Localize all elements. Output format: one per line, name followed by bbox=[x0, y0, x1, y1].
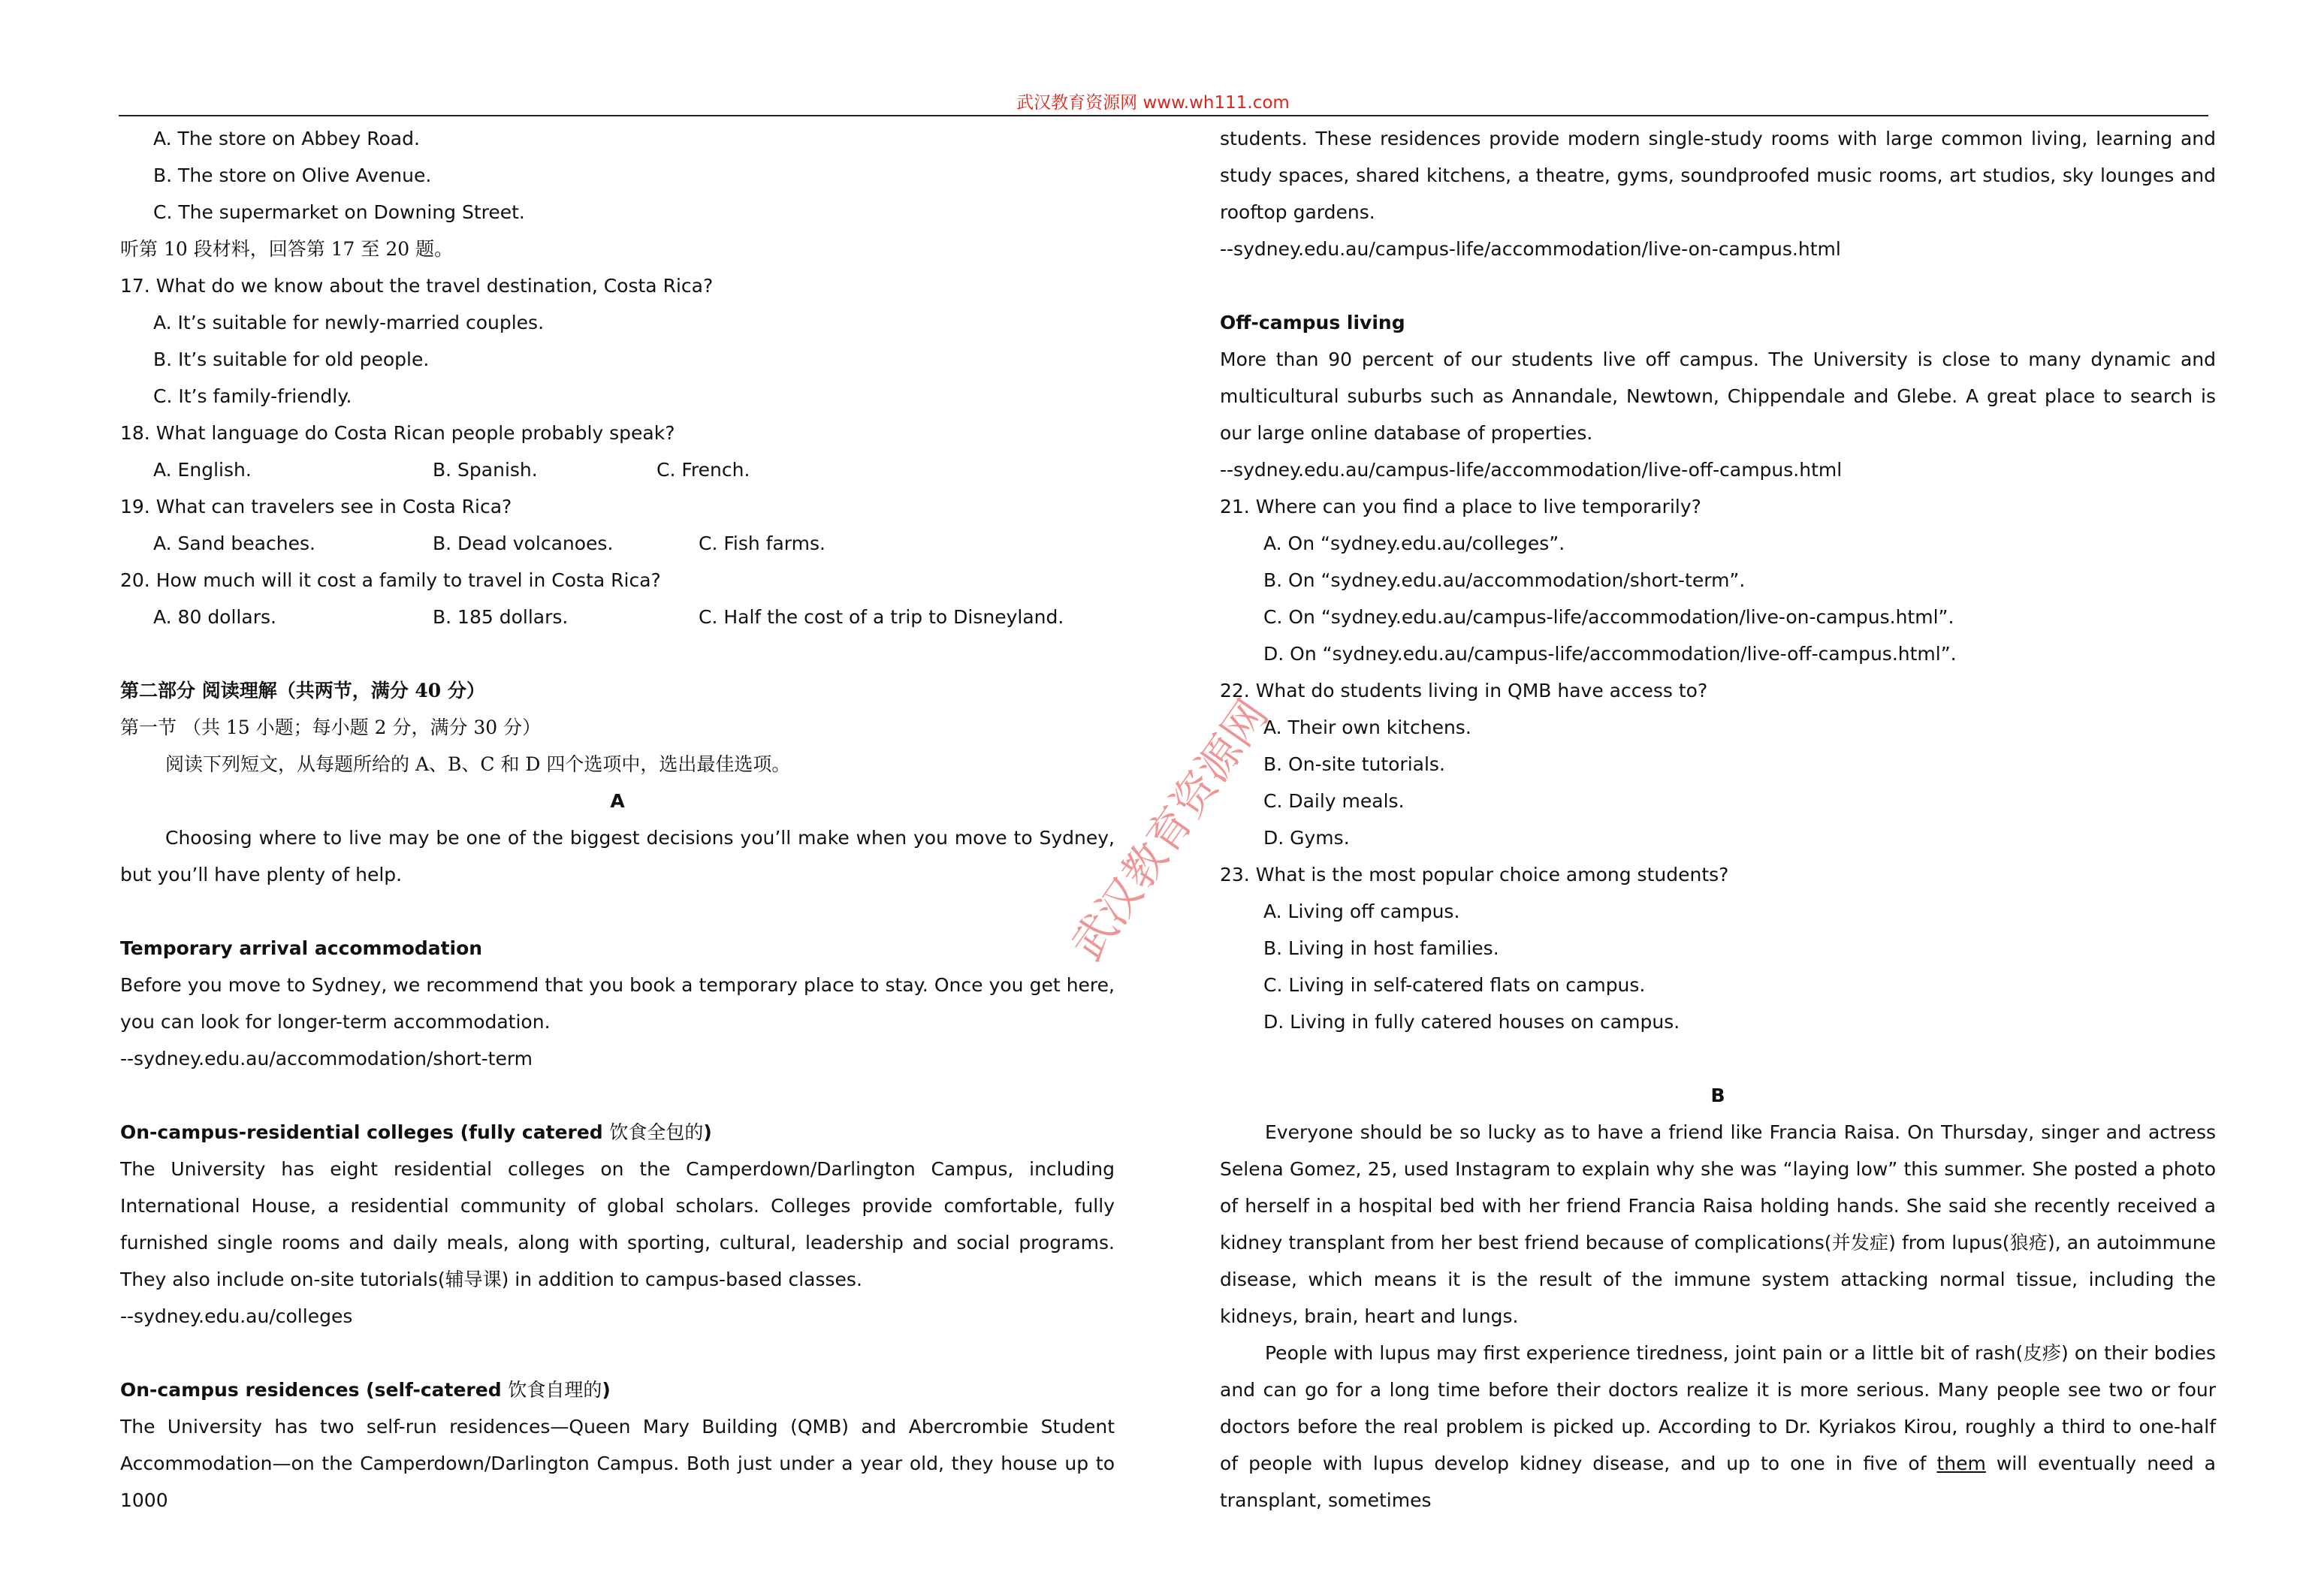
right-column bbox=[1220, 120, 2216, 1519]
section-intro-10: 听第 10 段材料，回答第 17 至 20 题。 bbox=[120, 238, 454, 260]
residences-body: The University has two self-run residences—Queen Mary Building (QMB) and Abercrombie Student Accommodation—on the Camperdown/Darlington Campus. Both just under a year old, they house up to 1000 bbox=[120, 1416, 1115, 1511]
residences-heading bbox=[120, 1371, 1115, 1408]
q21-option-c: C. On “sydney.edu.au/campus-life/accommodation/live-on-campus.html”. bbox=[1263, 606, 1954, 628]
colleges-heading bbox=[120, 1114, 1115, 1151]
q20-option-b: B. 185 dollars. bbox=[433, 606, 569, 628]
left-column bbox=[120, 120, 1115, 1519]
colleges-heading-text: On-campus-residential colleges (fully catered bbox=[120, 1121, 610, 1143]
q23-option-b: B. Living in host families. bbox=[1263, 937, 1499, 959]
site-header: 武汉教育资源网 www.wh111.com bbox=[1016, 93, 1290, 113]
header-rule bbox=[119, 115, 2208, 116]
off-campus-body: More than 90 percent of our students live off campus. The University is close to many dynamic and multicultural suburbs such as Annandale, Newtown, Chippendale and Glebe. A great place to search is our large online database of properties. bbox=[1220, 348, 2216, 444]
q21-option-d: D. On “sydney.edu.au/campus-life/accommodation/live-off-campus.html”. bbox=[1263, 643, 1957, 665]
residences-heading-end: ) bbox=[602, 1379, 611, 1401]
colleges-heading-end: ) bbox=[703, 1121, 712, 1143]
q23-option-c: C. Living in self-catered flats on campus. bbox=[1263, 974, 1646, 996]
q20-option-a: A. 80 dollars. bbox=[153, 606, 276, 628]
q18-options bbox=[120, 451, 1115, 488]
q23-option-a: A. Living off campus. bbox=[1263, 901, 1460, 922]
section1-heading: 第一节 （共 15 小题；每小题 2 分，满分 30 分） bbox=[120, 717, 542, 738]
underlined-word-them: them bbox=[1936, 1453, 1986, 1474]
off-campus-heading: Off-campus living bbox=[1220, 312, 1405, 333]
passage-b-title: B bbox=[1710, 1085, 1725, 1106]
off-campus-link: --sydney.edu.au/campus-life/accommodation/live-off-campus.html bbox=[1220, 459, 1843, 481]
q16-option-c: C. The supermarket on Downing Street. bbox=[153, 201, 525, 223]
residences-heading-text: On-campus residences (self-catered bbox=[120, 1379, 509, 1401]
q18-stem: 18. What language do Costa Rican people probably speak? bbox=[120, 422, 675, 444]
q17-option-b: B. It’s suitable for old people. bbox=[153, 348, 430, 370]
passage-a-title: A bbox=[610, 790, 625, 812]
q19-stem: 19. What can travelers see in Costa Rica? bbox=[120, 496, 512, 517]
q22-option-c: C. Daily meals. bbox=[1263, 790, 1405, 812]
reading-instruction: 阅读下列短文，从每题所给的 A、B、C 和 D 四个选项中，选出最佳选项。 bbox=[165, 753, 791, 775]
passage-a-intro: Choosing where to live may be one of the biggest decisions you’ll make when you move to Sydney, but you’ll have plenty of help. bbox=[120, 827, 1115, 885]
q19-option-a: A. Sand beaches. bbox=[153, 533, 315, 554]
residences-heading-cn: 饮食自理的 bbox=[508, 1379, 602, 1401]
q17-option-a: A. It’s suitable for newly-married couples. bbox=[153, 312, 545, 333]
residences-body-cont: students. These residences provide modern single-study rooms with large common living, learning and study spaces, shared kitchens, a theatre, gyms, soundproofed music rooms, art studios, sky lounges and rooftop gardens. bbox=[1220, 128, 2216, 223]
temporary-heading: Temporary arrival accommodation bbox=[120, 937, 483, 959]
passage-b-para2 bbox=[1220, 1335, 2216, 1519]
colleges-body: The University has eight residential colleges on the Camperdown/Darlington Campus, including International House, a residential community of global scholars. Colleges provide comfortable, fully furnished single rooms and daily meals, along with sporting, cultural, leadership and social programs. They also include on-site tutorials(辅导课) in addition to campus-based classes. bbox=[120, 1158, 1115, 1290]
q22-option-b: B. On-site tutorials. bbox=[1263, 753, 1445, 775]
q23-option-d: D. Living in fully catered houses on campus. bbox=[1263, 1011, 1680, 1033]
watermark-text: 武汉教育资源网 bbox=[1061, 690, 1278, 970]
q18-option-b: B. Spanish. bbox=[433, 459, 538, 481]
q23-stem: 23. What is the most popular choice among students? bbox=[1220, 864, 1729, 885]
q20-options bbox=[120, 599, 1115, 635]
q20-option-c: C. Half the cost of a trip to Disneyland. bbox=[699, 606, 1064, 628]
q21-option-a: A. On “sydney.edu.au/colleges”. bbox=[1263, 533, 1565, 554]
q21-option-b: B. On “sydney.edu.au/accommodation/short-term”. bbox=[1263, 569, 1746, 591]
passage-b-para2-start: People with lupus may first experience tiredness, joint pain or a little bit of rash(皮疹) on their bodies and can go for a long time before their doctors realize it is more serious. Many people see two or four doctors before the real problem is picked up. According to Dr. Kyriakos Kirou, roughly a third to one-half of people with lupus develop kidney disease, and up to one in five of bbox=[1220, 1342, 2216, 1474]
q18-option-a: A. English. bbox=[153, 459, 252, 481]
passage-b-para1: Everyone should be so lucky as to have a friend like Francia Raisa. On Thursday, singer and actress Selena Gomez, 25, used Instagram to explain why she was “laying low” this summer. She posted a photo of herself in a hospital bed with her friend Francia Raisa holding hands. She said she recently received a kidney transplant from her best friend because of complications(并发症) from lupus(狼疮), an autoimmune disease, which means it is the result of the immune system attacking normal tissue, including the kidneys, brain, heart and lungs. bbox=[1220, 1121, 2216, 1327]
q16-option-b: B. The store on Olive Avenue. bbox=[153, 164, 432, 186]
part2-heading: 第二部分 阅读理解（共两节，满分 40 分） bbox=[120, 680, 485, 701]
q19-options bbox=[120, 525, 1115, 562]
colleges-link: --sydney.edu.au/colleges bbox=[120, 1305, 353, 1327]
temporary-body: Before you move to Sydney, we recommend that you book a temporary place to stay. Once you get here, you can look for longer-term accommodation. bbox=[120, 974, 1115, 1033]
q17-stem: 17. What do we know about the travel destination, Costa Rica? bbox=[120, 275, 714, 297]
q16-option-a: A. The store on Abbey Road. bbox=[153, 128, 420, 149]
q22-stem: 22. What do students living in QMB have access to? bbox=[1220, 680, 1708, 701]
residences-link: --sydney.edu.au/campus-life/accommodation/live-on-campus.html bbox=[1220, 238, 1841, 260]
q18-option-c: C. French. bbox=[656, 459, 750, 481]
passage-b-para2-end: will eventually need a transplant, sometimes bbox=[1220, 1453, 2216, 1511]
q22-option-d: D. Gyms. bbox=[1263, 827, 1350, 849]
colleges-heading-cn: 饮食全包的 bbox=[609, 1121, 704, 1143]
q21-stem: 21. Where can you find a place to live temporarily? bbox=[1220, 496, 1701, 517]
q17-option-c: C. It’s family-friendly. bbox=[153, 385, 352, 407]
temporary-link: --sydney.edu.au/accommodation/short-term bbox=[120, 1048, 533, 1070]
q19-option-b: B. Dead volcanoes. bbox=[433, 533, 614, 554]
q22-option-a: A. Their own kitchens. bbox=[1263, 717, 1471, 738]
q20-stem: 20. How much will it cost a family to travel in Costa Rica? bbox=[120, 569, 661, 591]
q19-option-c: C. Fish farms. bbox=[699, 533, 826, 554]
